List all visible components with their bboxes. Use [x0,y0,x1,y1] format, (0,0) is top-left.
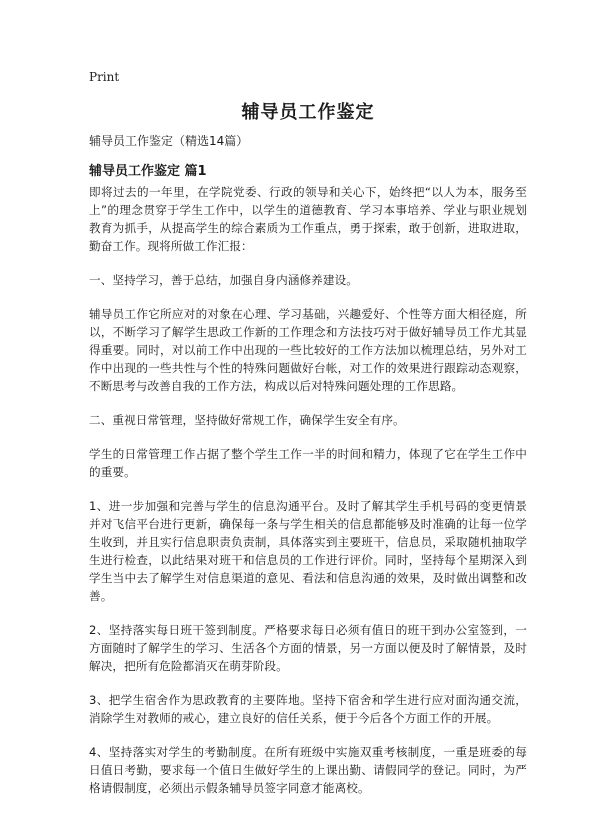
paragraph-intro: 即将过去的一年里，在学院党委、行政的领导和关心下，始终把“以人为本，服务至上”的理念贯穿于学生工作中，以学生的道德教育、学习本事培养、学业与职业规划教育为抓手，从提高学生的综合素质为工作重点，勇于探索，敢于创新，进取进取，勤奋工作。现将所做工作汇报： [89,185,527,253]
paragraph-item-2: 2、坚持落实每日班干签到制度。严格要求每日必须有值日的班干到办公室签到，一方面随时了解学生的学习、生活各个方面的情景，另一方面以便及时了解情景，及时解决，把所有危险都消灭在萌芽阶段。 [89,623,527,673]
document-title: 辅导员工作鉴定 [241,102,375,123]
print-link[interactable]: Print [89,70,120,84]
paragraph-item-1: 1、进一步加强和完善与学生的信息沟通平台。及时了解其学生手机号码的变更情景并对飞信平台进行更新，确保每一条与学生相关的信息都能够及时准确的让每一位学生收到，并且实行信息职责负责制，具体落实到主要班干，信息员，采取随机抽取学生进行检查，以此结果对班干和信息员的工作进行评价。同时，坚持每个星期深入到学生当中去了解学生对信息渠道的意见、看法和信息沟通的效果，及时做出调整和改善。 [89,499,527,603]
paragraph-daily-management: 学生的日常管理工作占据了整个学生工作一半的时间和精力，体现了它在学生工作中的重要。 [89,447,527,479]
paragraph-item-3: 3、把学生宿舍作为思政教育的主要阵地。坚持下宿舍和学生进行应对面沟通交流，消除学生对教师的戒心，建立良好的信任关系，便于今后各个方面工作的开展。 [89,693,527,725]
document-body [89,183,527,813]
paragraph-heading-2: 二、重视日常管理，坚持做好常规工作，确保学生安全有序。 [89,413,405,427]
document-subtitle: 辅导员工作鉴定（精选14篇） [89,134,249,148]
paragraph-heading-1: 一、坚持学习，善于总结，加强自身内涵修养建设。 [89,273,358,287]
paragraph-learning: 辅导员工作它所应对的对象在心理、学习基础，兴趣爱好、个性等方面大相径庭，所以，不断学习了解学生思政工作新的工作理念和方法技巧对于做好辅导员工作尤其显得重要。同时，对以前工作中出现的一些比较好的工作方法加以梳理总结，另外对工作中出现的一些共性与个性的特殊问题做好台帐，对工作的效果进行跟踪动态观察，不断思考与改善自我的工作方法，构成以后对特殊问题处理的工作思路。 [89,307,527,393]
section-heading: 辅导员工作鉴定 篇1 [89,164,207,179]
paragraph-item-4: 4、坚持落实对学生的考勤制度。在所有班级中实施双重考核制度，一重是班委的每日值日考勤，要求每一个值日生做好学生的上课出勤、请假同学的登记。同时，为严格请假制度，必须出示假条辅导员签字同意才能离校。 [89,745,527,795]
